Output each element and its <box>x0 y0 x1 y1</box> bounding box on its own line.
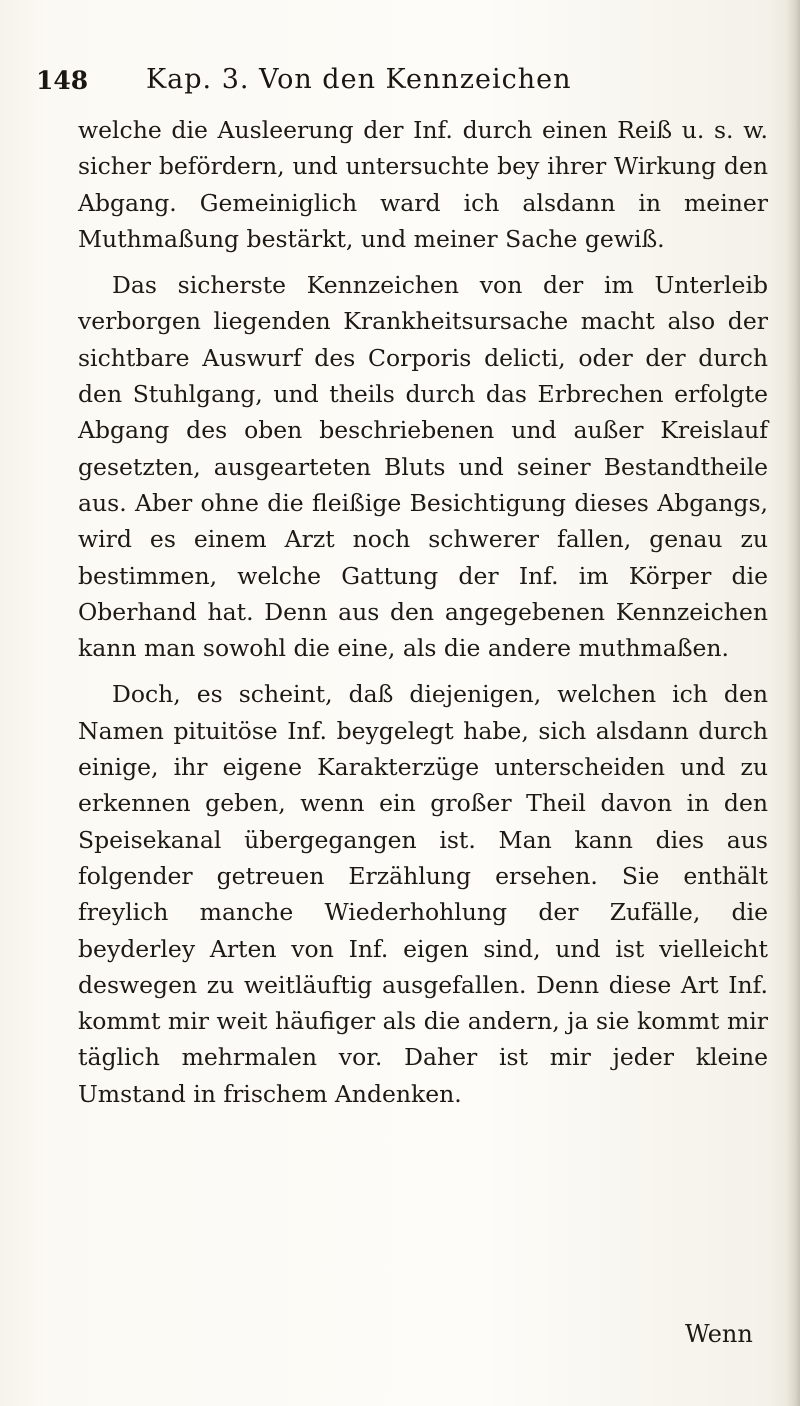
paragraph-2: Das sicherste Kennzeichen von der im Unterleib verborgen liegenden Krankheitsursache macht also der sichtbare Auswurf des Corporis delicti, oder der durch den Stuhlgang, und theils durch das Erbrechen erfolgte Abgang des oben beschriebenen und außer Kreislauf gesetzten, ausgearteten Bluts und seiner Bestandtheile aus. Aber ohne die fleißige Besichtigung dieses Abgangs, wird es einem Arzt noch schwerer fallen, genau zu bestimmen, welche Gattung der Inf. im Körper die Oberhand hat. Denn aus den angegebenen Kennzeichen kann man sowohl die eine, als die andere muthmaßen. <box>78 271 768 663</box>
paragraph-3: Doch, es scheint, daß diejenigen, welchen ich den Namen pituitöse Inf. beygelegt habe, sich alsdann durch einige, ihr eigene Karakterzüge unterscheiden und zu erkennen geben, wenn ein großer Theil davon in den Speisekanal übergegangen ist. Man kann dies aus folgender getreuen Erzählung ersehen. Sie enthält freylich manche Wiederhohlung der Zufälle, die beyderley Arten von Inf. eigen sind, und ist vielleicht deswegen zu weitläuftig ausgefallen. Denn diese Art Inf. kommt mir weit häufiger als die andern, ja sie kommt mir täglich mehrmalen vor. Daher ist mir jeder kleine Umstand in frischem Andenken. <box>78 680 768 1108</box>
page-number: 148 <box>36 66 89 95</box>
paragraph-1: welche die Ausleerung der Inf. durch einen Reiß u. s. w. sicher befördern, und untersuchte bey ihrer Wirkung den Abgang. Gemeiniglich ward ich alsdann in meiner Muthmaßung bestärkt, und meiner Sache gewiß. <box>78 116 768 253</box>
body-text <box>78 112 768 1122</box>
page-header <box>36 60 686 106</box>
running-head: Kap. 3. Von den Kennzeichen <box>146 64 572 95</box>
catchword: Wenn <box>685 1320 753 1348</box>
page-edge-shadow <box>786 0 800 1406</box>
